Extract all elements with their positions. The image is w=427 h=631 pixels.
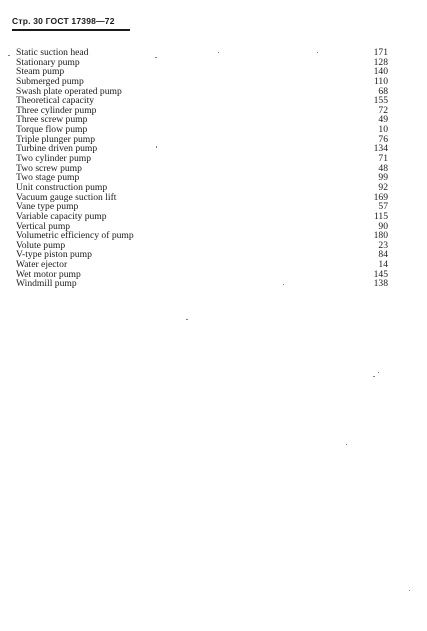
scan-speck [155, 57, 157, 58]
index-term: Steam pump [16, 66, 65, 78]
index-page-number: 10 [378, 124, 388, 136]
scan-speck [378, 372, 379, 373]
index-page-number: 72 [378, 104, 388, 116]
scan-speck [346, 444, 347, 445]
index-term: Two cylinder pump [16, 153, 91, 165]
index-term: Theoretical capacity [16, 95, 95, 107]
index-term: Turbine driven pump [16, 143, 98, 155]
scan-speck [317, 52, 318, 53]
index-page-number: 90 [378, 220, 388, 232]
scan-speck [8, 55, 10, 56]
index-term: Torque flow pump [16, 124, 88, 136]
index-term: Vertical pump [16, 220, 71, 232]
index-row [16, 212, 388, 222]
index-term: Vacuum gauge suction lift [16, 191, 117, 203]
index-page-number: 110 [373, 75, 388, 87]
scan-speck [186, 319, 188, 320]
index-term: Volumetric efficiency of pump [16, 230, 134, 242]
index-row [16, 231, 388, 241]
index-page-number: 23 [378, 239, 388, 251]
index-term: Volute pump [16, 239, 66, 251]
index-term: Variable capacity pump [16, 210, 107, 222]
index-row [16, 250, 388, 260]
index-term: Wet motor pump [16, 268, 81, 280]
index-page-number: 49 [378, 114, 388, 126]
index-row [16, 279, 388, 289]
index-page-number: 155 [373, 95, 388, 107]
index-page-number: 140 [373, 66, 388, 78]
index-term: Triple plunger pump [16, 133, 96, 145]
scan-speck [373, 376, 375, 377]
index-term: Submerged pump [16, 75, 84, 87]
scan-speck [409, 590, 410, 591]
index-page-number: 84 [378, 249, 388, 261]
index-page-number: 99 [378, 172, 388, 184]
index-page-number: 171 [373, 47, 388, 58]
index-term: Three cylinder pump [16, 104, 97, 116]
index-page-number: 145 [373, 268, 388, 280]
scan-speck [156, 146, 157, 148]
index-page-number: 180 [373, 230, 388, 242]
index-page-number: 71 [378, 153, 388, 165]
index-term: Water ejector [16, 259, 68, 271]
scan-speck [283, 284, 284, 285]
index-term: Two screw pump [16, 162, 82, 174]
index-row [16, 58, 388, 68]
index-page-number: 169 [373, 191, 388, 203]
index-term: Two stage pump [16, 172, 80, 184]
index-term: Static suction head [16, 47, 89, 58]
index-term: Windmill pump [16, 278, 77, 290]
header-underline [12, 29, 130, 31]
index-list [16, 48, 388, 289]
index-term: Swash plate operated pump [16, 85, 122, 97]
scan-speck [218, 52, 219, 53]
index-page-number: 48 [378, 162, 388, 174]
index-term: Three screw pump [16, 114, 88, 126]
index-term: Vane type pump [16, 201, 79, 213]
index-page-number: 134 [373, 143, 388, 155]
index-page-number: 57 [378, 201, 388, 213]
index-page-number: 128 [373, 56, 388, 68]
index-term: Stationary pump [16, 56, 80, 68]
index-term: Unit construction pump [16, 181, 108, 193]
index-page-number: 92 [378, 181, 388, 193]
index-page-number: 115 [373, 210, 388, 222]
index-page-number: 14 [378, 259, 388, 271]
index-term: V-type piston pump [16, 249, 92, 261]
page-header: Стр. 30 ГОСТ 17398—72 [12, 16, 115, 26]
index-page-number: 68 [378, 85, 388, 97]
index-page-number: 138 [373, 278, 388, 290]
index-page-number: 76 [378, 133, 388, 145]
